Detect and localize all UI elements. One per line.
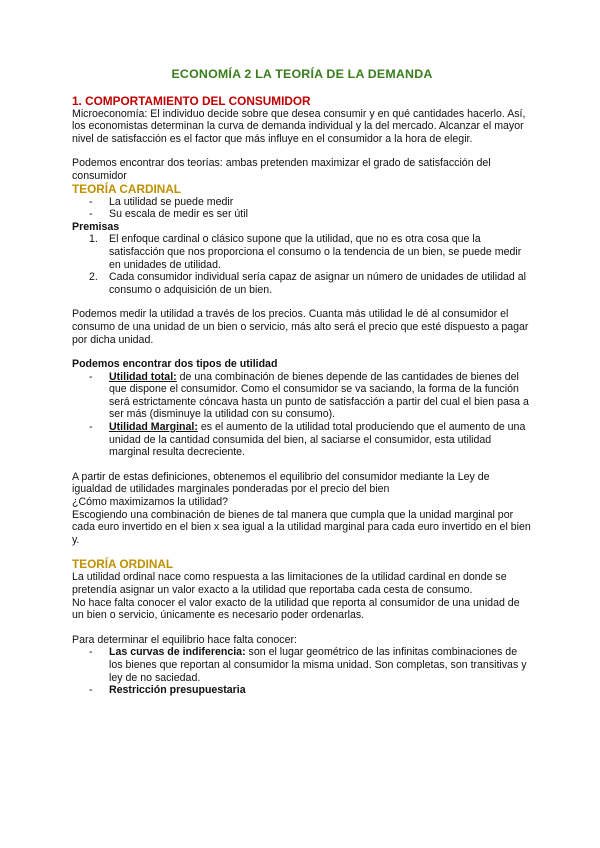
cardinal-theory-heading: TEORÍA CARDINAL xyxy=(72,181,182,196)
cardinal-bullet-list xyxy=(72,196,532,221)
list-item: - Restricción presupuestaria xyxy=(72,684,532,697)
list-item: - Las curvas de indiferencia: son el lugar geométrico de las infinitas combinaciones de los bienes que reportan al consumidor la misma unidad. Son completas, son transitivas y ley de no saciedad. xyxy=(72,646,532,684)
list-item: - Utilidad Marginal: es el aumento de la utilidad total produciendo que el aumento de una unidad de la cantidad consumida del bien, al saciarse el consumidor, esta utilidad marginal resulta decreciente. xyxy=(72,421,532,459)
list-item: - La utilidad se puede medir xyxy=(72,196,532,209)
premisas-label: Premisas xyxy=(72,220,120,233)
section-heading-consumer-behavior: 1. COMPORTAMIENTO DEL CONSUMIDOR xyxy=(72,93,311,108)
utility-types-label: Podemos encontrar dos tipos de utilidad xyxy=(72,358,278,371)
ordinal-paragraph-3: Para determinar el equilibrio hace falta conocer: xyxy=(72,633,297,646)
list-item: - Utilidad total: de una combinación de bienes depende de las cantidades de bienes del que dispone el consumidor. Como el consumidor se va saciando, la forma de la función será estrictamente cóncava hasta un punto de satisfacción a partir del cual el bien pasa a ser más (disminuye la utilidad con su consumo). xyxy=(72,371,532,421)
two-theories-paragraph: Podemos encontrar dos teorías: ambas pretenden maximizar el grado de satisfacción del consumidor xyxy=(72,157,491,182)
ordinal-paragraph-1: La utilidad ordinal nace como respuesta a las limitaciones de la utilidad cardinal en donde se pretendía asignar un valor exacto a la utilidad que reportaba cada cesta de consumo. xyxy=(72,571,507,596)
question-line: ¿Cómo maximizamos la utilidad? xyxy=(72,496,229,509)
document-title: ECONOMÍA 2 LA TEORÍA DE LA DEMANDA xyxy=(171,67,433,81)
list-item: 1. El enfoque cardinal o clásico supone que la utilidad, que no es otra cosa que la satisfacción que nos proporciona el consumo o la tendencia de un bien, se puede medir en unidades de utilidad. xyxy=(89,233,522,271)
utility-types-list xyxy=(72,371,532,459)
prices-paragraph: Podemos medir la utilidad a través de los precios. Cuanta más utilidad le dé al consumidor el consumo de una unidad de un bien o servicio, más alto será el precio que esté dispuesto a pagar por dicha unidad. xyxy=(72,308,529,346)
equilibrium-paragraph: A partir de estas definiciones, obtenemos el equilibrio del consumidor mediante la Ley de igualdad de utilidades marginales ponderadas por el precio del bien xyxy=(72,470,490,496)
ordinal-theory-heading: TEORÍA ORDINAL xyxy=(72,557,174,572)
document-page xyxy=(72,68,532,697)
intro-paragraph: Microeconomía: El individuo decide sobre que desea consumir y en qué cantidades hacerlo. Así, los economistas determinan la curva de demanda individual y la del mercado. Alcanzar el mayor nivel de satisfacción es el factor que más influye en el consumidor a la hora de elegir. xyxy=(72,107,526,145)
ordinal-list xyxy=(72,646,532,696)
premisas-list xyxy=(72,233,532,296)
ordinal-paragraph-2: No hace falta conocer el valor exacto de la utilidad que reporta al consumidor de una unidad de un bien o servicio, únicamente es necesario poder ordenarlas. xyxy=(72,596,520,622)
list-item: 2. Cada consumidor individual sería capaz de asignar un número de unidades de utilidad al consumo o adquisición de un bien. xyxy=(89,271,526,296)
list-item: - Su escala de medir es ser útil xyxy=(72,208,532,221)
answer-paragraph: Escogiendo una combinación de bienes de tal manera que cumpla que la unidad marginal por cada euro invertido en el bien x sea igual a la utilidad marginal para cada euro invertido en el bien y. xyxy=(72,508,531,546)
